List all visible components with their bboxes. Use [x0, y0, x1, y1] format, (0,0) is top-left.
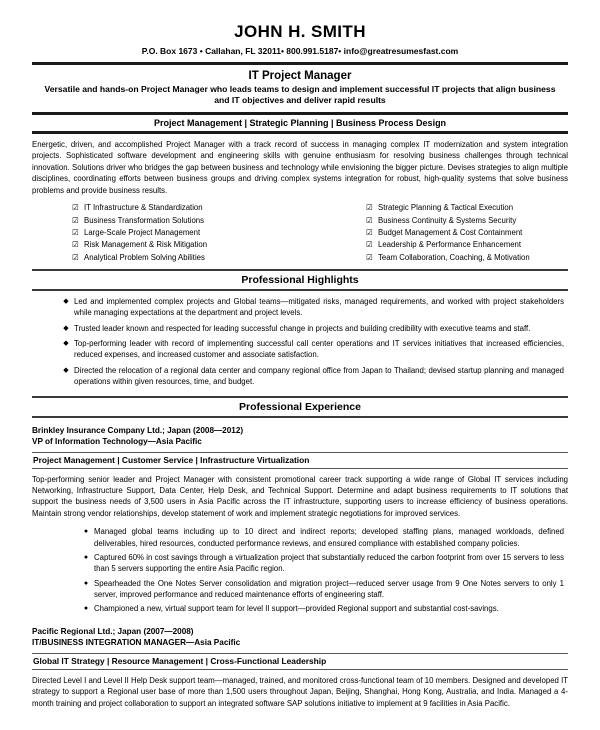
list-item — [78, 578, 564, 601]
competency-label: Business Transformation Solutions — [84, 215, 205, 225]
core-competencies — [32, 200, 568, 269]
competency-label: Business Continuity & Systems Security — [378, 215, 517, 225]
diamond-bullet-icon: ◆ — [63, 297, 69, 305]
list-item — [58, 365, 564, 388]
job-summary: Top-performing senior leader and Project Manager with consistent promotional career track supporting a wide range of Global IT services including Networking, Infrastructure Support, Data Center, Help Desk, and Technical Support. Determine and adapt business requirements to IT solutions that support the business needs of 3,500 users in Asia Pacific across the IT infrastructure, supporting users to increase efficiency of business operations. Maintain strong vendor relationships, develop statement of work and implement strategic negotiations for improved services. — [32, 474, 568, 518]
list-item-text: Led and implemented complex projects and Global teams—mitigated risks, managed requirements, and worked with project stakeholders while managing expectations at the department and project levels. — [74, 296, 564, 318]
competency-label: Strategic Planning & Tactical Execution — [378, 203, 514, 213]
competency-label: Budget Management & Cost Containment — [378, 227, 523, 237]
contact-line: P.O. Box 1673 • Callahan, FL 32011• 800.991.5187• info@greatresumesfast.com — [141, 46, 459, 56]
checkbox-icon: ☑ — [72, 252, 79, 262]
title-block — [32, 65, 568, 112]
employer-name: Pacific Regional Ltd.; Japan (2007—2008) — [32, 626, 194, 636]
list-item-text: Top-performing leader with record of implementing successful call center operations and IT services initiatives that increased efficiencies, reduced expenses, and increased customer and associate satisfaction. — [74, 339, 564, 360]
competency-label: IT Infrastructure & Standardization — [84, 203, 203, 213]
highlights-list — [32, 291, 568, 396]
employer-name: Brinkley Insurance Company Ltd.; Japan (2008—2012) — [32, 425, 244, 435]
experience-entry — [32, 622, 568, 711]
section-title-highlights: Professional Highlights — [241, 273, 359, 286]
competency-label: Team Collaboration, Coaching, & Motivation — [378, 252, 530, 262]
checkbox-icon: ☑ — [366, 215, 373, 225]
diamond-bullet-icon: ◆ — [63, 324, 69, 332]
competency-item — [72, 202, 300, 214]
competency-item — [366, 239, 568, 251]
round-bullet-icon: ● — [83, 553, 89, 561]
checkbox-icon: ☑ — [366, 227, 373, 237]
target-job-title: IT Project Manager — [248, 70, 352, 82]
competency-label: Risk Management & Risk Mitigation — [84, 240, 208, 250]
competency-item — [72, 227, 300, 239]
competency-label: Leadership & Performance Enhancement — [378, 240, 522, 250]
job-summary: Directed Level I and Level II Help Desk support team—managed, trained, and monitored cross-functional team of 10 members. Designed and developed IT strategy to support a Regional user base of more than 1,500 users throughout Japan, Beijing, Shanghai, Hong Kong, Australia, and India. Managed a 4-month training and project collaboration to support an integrated software SAP solutions initiative to implement at 9 facilities in Asia Pacific. — [32, 675, 568, 708]
diamond-bullet-icon: ◆ — [63, 366, 69, 374]
professional-summary: Energetic, driven, and accomplished Project Manager with a track record of success in managing complex IT modernization and system integration projects. Sophisticated software development and engineering skills with genuine enthusiasm for resolving business challenges through technical innovation. Solutions driver who bridges the gap between business and technology while envisioning the bigger picture. Devises strategies to align multiple disciplines, coordinating efforts between business groups and driving complex systems integration for robust, high-quality systems that solve business problems and provide business results. — [32, 139, 568, 195]
list-item-text: Spearheaded the One Notes Server consolidation and migration project—reduced server usage from 9 One Notes servers to only 1 server, improved performance and reduced maintenance efforts of engineering staff. — [94, 578, 564, 600]
checkbox-icon: ☑ — [72, 215, 79, 225]
competency-item — [366, 215, 568, 227]
round-bullet-icon: ● — [83, 528, 89, 536]
competency-label: Large-Scale Project Management — [84, 227, 201, 237]
competency-column-right — [300, 202, 568, 264]
professional-tagline: Versatile and hands-on Project Manager who leads teams to design and implement successful IT projects that align business and IT objectives and deliver rapid results — [44, 84, 556, 106]
checkbox-icon: ☑ — [366, 240, 373, 250]
checkbox-icon: ☑ — [72, 203, 79, 213]
checkbox-icon: ☑ — [366, 203, 373, 213]
competency-label: Analytical Problem Solving Abilities — [84, 252, 205, 262]
experience-entry — [32, 418, 568, 622]
list-item-text: Managed global teams including up to 10 direct and indirect reports; developed staffing plans, managed workloads, defined deliverables, hired resources, conducted performance reviews, and ensured compliance with established company policies. — [94, 527, 564, 548]
list-item — [78, 526, 564, 549]
job-achievements-list — [32, 521, 568, 622]
list-item — [58, 338, 564, 361]
competency-item — [72, 239, 300, 251]
round-bullet-icon: ● — [83, 605, 89, 613]
round-bullet-icon: ● — [83, 579, 89, 587]
list-item — [58, 323, 564, 334]
competency-item — [366, 202, 568, 214]
job-keywords: Project Management | Customer Service | Infrastructure Virtualization — [33, 455, 310, 466]
job-role-title: VP of Information Technology—Asia Pacific — [32, 436, 202, 446]
checkbox-icon: ☑ — [366, 252, 373, 262]
list-item — [58, 296, 564, 319]
competency-item — [72, 252, 300, 264]
job-keywords: Global IT Strategy | Resource Management | Cross-Functional Leadership — [33, 656, 327, 667]
competency-column-left — [32, 202, 300, 264]
keyword-band: Project Management | Strategic Planning | Business Process Design — [153, 117, 447, 128]
list-item-text: Directed the relocation of a regional data center and company regional office from Japan to Thailand; devised startup planning and managed operations within given resources, time, and budget. — [74, 365, 564, 387]
list-item-text: Trusted leader known and respected for leading successful change in projects and building credibility with executive teams and staff. — [74, 323, 531, 333]
list-item-text: Championed a new, virtual support team for level II support—provided Regional support and substantial cost-savings. — [94, 604, 499, 614]
diamond-bullet-icon: ◆ — [63, 340, 69, 348]
checkbox-icon: ☑ — [72, 240, 79, 250]
list-item-text: Captured 60% in cost savings through a virtualization project that substantially reduced the carbon footprint from over 15 servers to less than 5 servers supporting the entire Asia Pacific region. — [94, 552, 564, 574]
competency-item — [366, 227, 568, 239]
list-item — [78, 552, 564, 575]
section-title-experience: Professional Experience — [239, 400, 361, 413]
candidate-name: JOHN H. SMITH — [234, 22, 366, 41]
job-role-title: IT/BUSINESS INTEGRATION MANAGER—Asia Pacific — [32, 637, 241, 647]
list-item — [78, 603, 564, 614]
competency-item — [72, 215, 300, 227]
competency-item — [366, 252, 568, 264]
checkbox-icon: ☑ — [72, 227, 79, 237]
